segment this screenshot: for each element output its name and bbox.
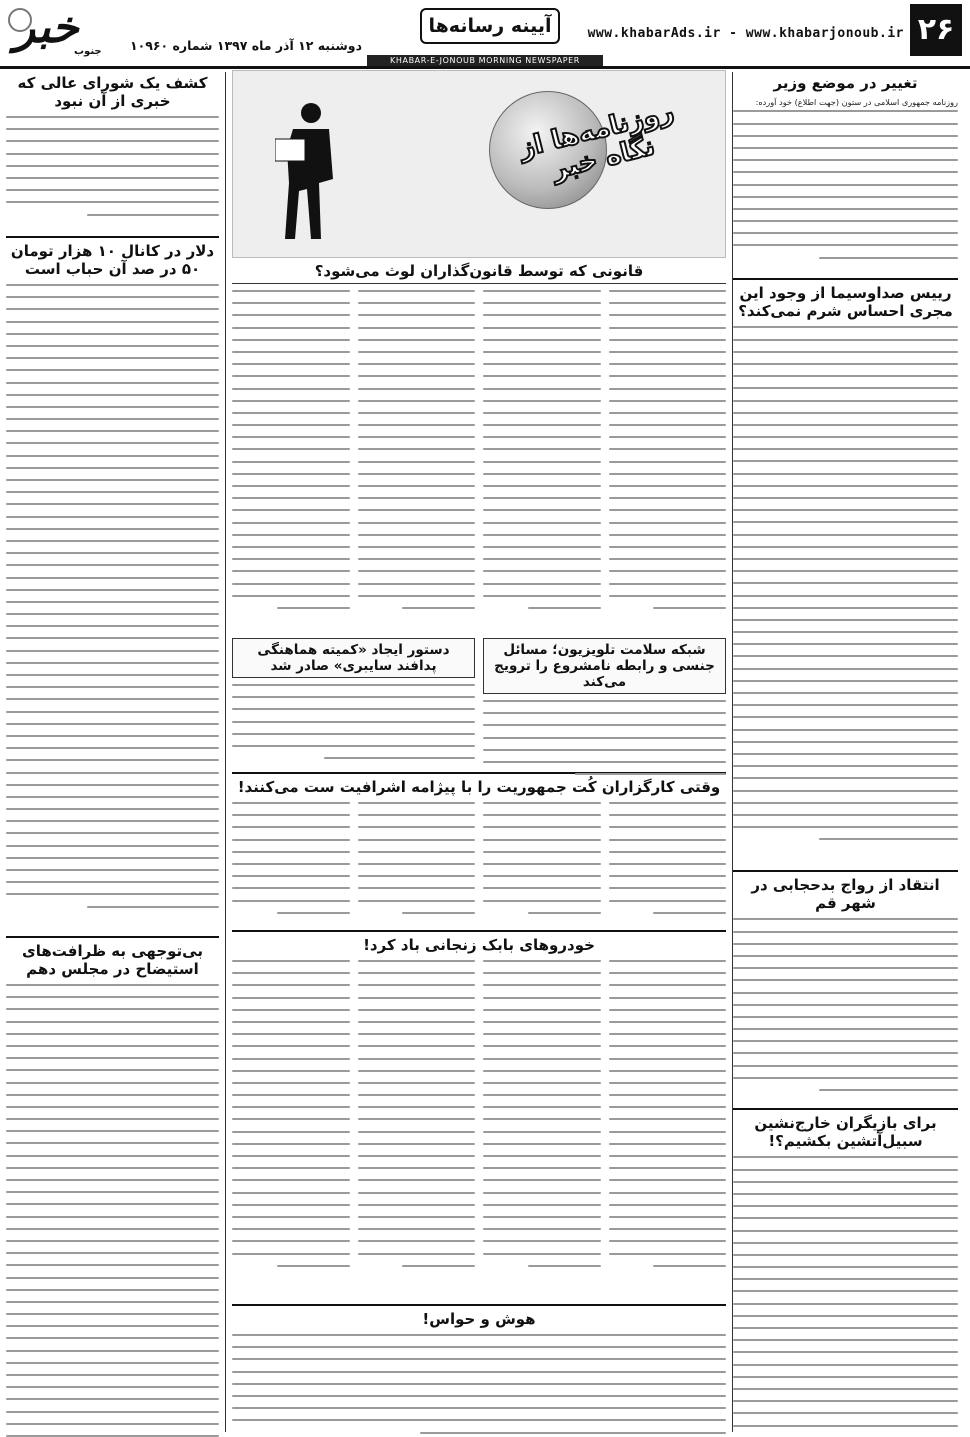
page-header [0,0,970,66]
article-zanjani-columns [232,960,726,1300]
masthead-english: KHABAR-E-JONOUB MORNING NEWSPAPER [367,55,603,66]
zanjani-column [483,960,601,1300]
dateline: دوشنبه ۱۲ آذر ماه ۱۳۹۷ شماره ۱۰۹۶۰ [130,38,362,53]
newspapers-photo [232,70,726,258]
reader-silhouette [275,99,345,249]
officials-column [609,802,727,926]
article-body-qom [733,918,958,1104]
logo-subtitle: جنوب [74,46,102,57]
photo-banner-text: روزنامه‌ها از نگاه خبر [516,96,677,186]
headline-irib-presenter[interactable]: رییس صداوسیما از وجود این مجری احساس شرم نمی‌کند؟ [738,284,953,321]
article-lead: روزنامه جمهوری اسلامی در ستون (جهت اطلاع) خود آورده: [755,97,958,107]
officials-column [358,802,476,926]
cyber-defense-article [232,638,475,768]
article-body-dollar [6,284,219,932]
headline-impeachment[interactable]: بی‌توجهی به ظرافت‌های استیضاح در مجلس دهم [22,942,203,978]
article-body-council [6,116,219,232]
boxed-articles-row [232,638,726,768]
headline-qom-hijab[interactable]: انتقاد از رواج بدحجابی در شهر قم [751,876,940,913]
article-body-impeachment [6,984,219,1437]
website-urls[interactable]: www.khabarAds.ir - www.khabarjonoub.ir [587,26,904,41]
right-column [732,72,964,1432]
article-law-columns [232,290,726,632]
headline-officials-pajamas[interactable]: وقتی کارگزاران کُت جمهوریت را با پیژامه اشرافیت ست می‌کنند! [237,778,721,796]
headline-dollar-bubble[interactable]: دلار در کانال ۱۰ هزار تومان ۵۰ در صد آن حباب است [10,242,215,278]
article-body-actors [733,1156,958,1437]
headline-expat-actors[interactable]: برای بازیگران خارج‌نشین سبیل‌آتشین بکشیم؟! [754,1114,937,1151]
law-column [232,290,350,632]
article-body-health [483,700,726,786]
zanjani-column [358,960,476,1300]
left-column [6,72,226,1432]
law-column [483,290,601,632]
divider [733,278,958,280]
headline-minister-position[interactable]: تغییر در موضع وزیر [773,74,918,92]
divider [6,936,219,938]
headline-babak-zanjani-cars[interactable]: خودروهای بابک زنجانی باد کرد! [363,936,595,954]
logo-text: خبر [14,2,79,53]
article-body-intelligence [232,1334,726,1437]
law-column [609,290,727,632]
article-body-minister [733,110,958,274]
divider [232,1304,726,1306]
article-body-cyber [232,684,475,770]
headline-high-council[interactable]: کشف یک شورای عالی که خبری از آن نبود [17,74,208,110]
law-column [358,290,476,632]
newspaper-logo [6,2,124,60]
headline-cyber-defense[interactable]: دستور ایجاد «کمیته هماهنگی پدافند سایبری» صادر شد [232,638,475,678]
middle-area [232,262,726,1432]
zanjani-column [609,960,727,1300]
page-number: ۲۶ [910,4,962,56]
article-officials-columns [232,802,726,926]
divider [232,930,726,932]
article-body-irib [733,326,958,866]
health-channel-article [483,638,726,768]
divider [733,870,958,872]
headline-intelligence[interactable]: هوش و حواس! [422,1310,536,1328]
divider [6,236,219,238]
section-title: آیینه رسانه‌ها [420,8,560,44]
header-rule [0,66,970,69]
headline-law-lawmakers[interactable]: قانونی که توسط قانون‌گذاران لوث می‌شود؟ [232,262,726,284]
headline-health-channel[interactable]: شبکه سلامت تلویزیون؛ مسائل جنسی و رابطه نامشروع را ترویج می‌کند [483,638,726,694]
officials-column [232,802,350,926]
officials-column [483,802,601,926]
divider [733,1108,958,1110]
zanjani-column [232,960,350,1300]
